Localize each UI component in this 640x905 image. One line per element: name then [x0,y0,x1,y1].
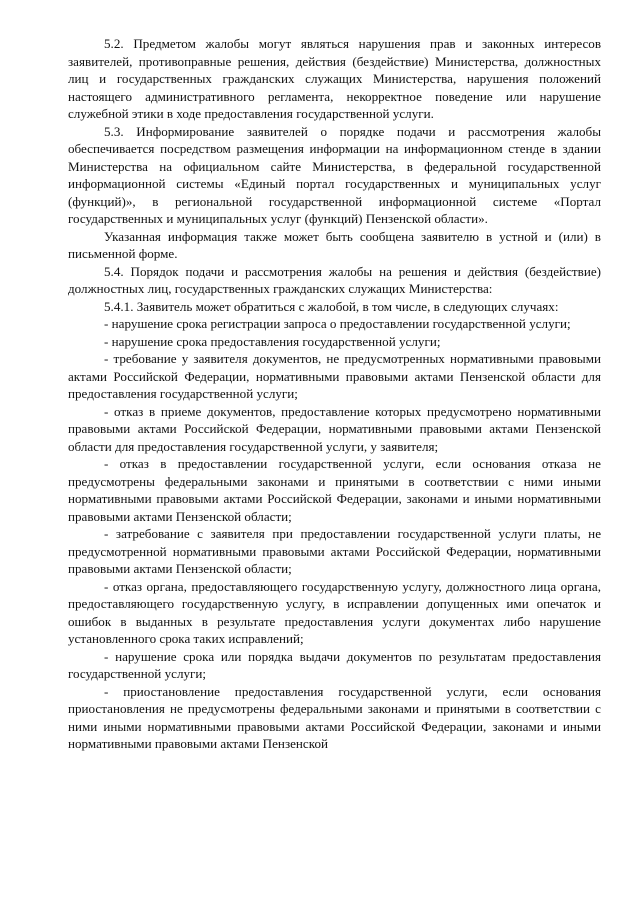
list-item-document-refusal: - отказ в приеме документов, предоставление которых предусмотрено нормативными правовыми актами Российской Федерации, нормативными правовыми актами Пензенской области для предоставления государственной услуги, у заявителя; [68,403,601,454]
paragraph-5-2: 5.2. Предметом жалобы могут являться нарушения прав и законных интересов заявителей, противоправные решения, действия (бездействие) Министерства, должностных лиц и государственных гражданских служащих Министерства, нарушения положений настоящего административного регламента, некорректное поведение или нарушение служебной этики в ходе предоставления государственной услуги. [68,36,601,121]
paragraph-5-4: 5.4. Порядок подачи и рассмотрения жалобы на решения и действия (бездействие) должностных лиц, государственных гражданских служащих Министерства: [68,263,601,296]
document-page [68,35,601,753]
list-item-service-term: - нарушение срока предоставления государственной услуги; [104,333,441,349]
list-item-suspension: - приостановление предоставления государственной услуги, если основания приостановления не предусмотрены федеральными законами и принятыми в соответствии с ними иными нормативными правовыми актами Российской Федерации, законами и иными нормативными правовыми актами Пензенской [68,683,601,751]
paragraph-info-form: Указанная информация также может быть сообщена заявителю в устной и (или) в письменной форме. [68,228,601,261]
list-item-document-requirement: - требование у заявителя документов, не предусмотренных нормативными правовыми актами Российской Федерации, нормативными правовыми актами Пензенской области для предоставления государственной услуги; [68,351,601,401]
paragraph-5-3: 5.3. Информирование заявителей о порядке подачи и рассмотрения жалобы обеспечивается посредством размещения информации на информационном стенде в здании Министерства на официальном сайте Министерства, в федеральной государственной информационной системы «Единый портал государственных и муниципальных услуг (функций)», в региональной государственной информационной системе «Портал государственных и муниципальных услуг (функций) Пензенской области». [68,123,601,226]
paragraph-5-4-1: 5.4.1. Заявитель может обратиться с жалобой, в том числе, в следующих случаях: [104,298,559,314]
list-item-registration-term: - нарушение срока регистрации запроса о предоставлении государственной услуги; [104,316,571,331]
list-item-issuance-term: - нарушение срока или порядка выдачи документов по результатам предоставления государственной услуги; [68,648,601,681]
list-item-payment-demand: - затребование с заявителя при предоставлении государственной услуги платы, не предусмотренной нормативными правовыми актами Российской Федерации, нормативными правовыми актами Пензенской области; [68,526,601,576]
list-item-service-refusal: - отказ в предоставлении государственной услуги, если основания отказа не предусмотрены федеральными законами и принятыми в соответствии с ними иными нормативными правовыми актами Российской Федерации, законами и иными нормативными правовыми актами Пензенской области; [68,456,601,524]
list-item-correction-refusal: - отказ органа, предоставляющего государственную услугу, должностного лица органа, предоставляющего государственную услугу, в исправлении допущенных ими опечаток и ошибок в выданных в результате предоставления услуги документах либо нарушение установленного срока таких исправлений; [68,578,601,646]
